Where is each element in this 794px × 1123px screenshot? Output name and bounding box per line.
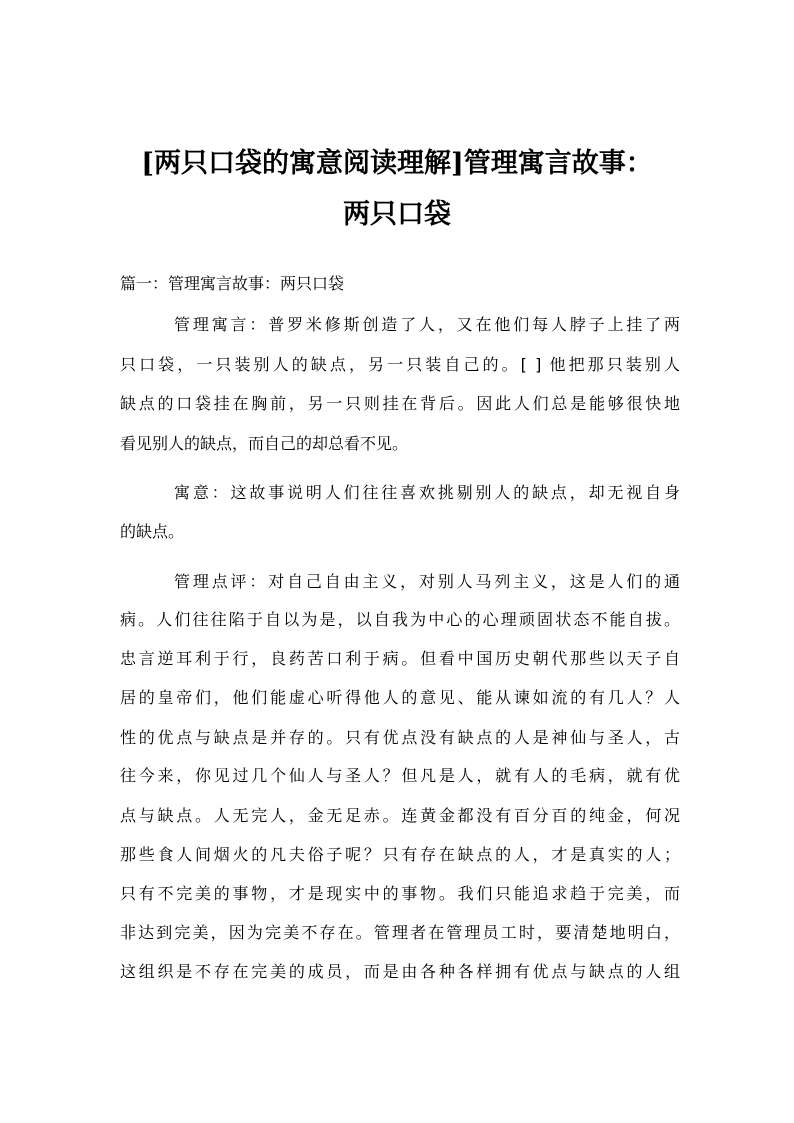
paragraph-commentary-line: 点与缺点。人无完人，金无足赤。连黄金都没有百分百的纯金，何况: [120, 806, 680, 825]
paragraph-commentary-line: 性的优点与缺点是并存的。只有优点没有缺点的人是神仙与圣人，古: [120, 728, 680, 747]
paragraph-commentary-line: 病。人们往往陷于自以为是，以自我为中心的心理顽固状态不能自拔。: [120, 610, 680, 629]
paragraph-moral-line: 寓意：这故事说明人们往往喜欢挑剔别人的缺点，却无视自身: [174, 483, 680, 502]
paragraph-commentary-line: 忠言逆耳利于行，良药苦口利于病。但看中国历史朝代那些以天子自: [120, 649, 680, 668]
paragraph-commentary-line: 管理点评：对自己自由主义，对别人马列主义，这是人们的通: [174, 572, 680, 591]
paragraph-fable-line: 管理寓言：普罗米修斯创造了人，又在他们每人脖子上挂了两: [174, 315, 680, 334]
document-title-line-2: 两只口袋: [343, 199, 451, 230]
paragraph-commentary-line: 非达到完美，因为完美不存在。管理者在管理员工时，要清楚地明白，: [120, 923, 680, 942]
paragraph-commentary-line: 只有不完美的事物，才是现实中的事物。我们只能追求趋于完美，而: [120, 884, 680, 903]
paragraph-fable-line: 看见别人的缺点，而自己的却总看不见。: [120, 434, 409, 453]
paragraph-fable-line: 只口袋，一只装别人的缺点，另一只装自己的。[ ] 他把那只装别人: [120, 355, 680, 374]
paragraph-commentary-line: 这组织是不存在完美的成员，而是由各种各样拥有优点与缺点的人组: [120, 962, 680, 981]
document-title-line-1: [两只口袋的寓意阅读理解]管理寓言故事：: [141, 148, 653, 179]
paragraph-fable-line: 缺点的口袋挂在胸前，另一只则挂在背后。因此人们总是能够很快地: [120, 394, 680, 413]
paragraph-moral-line: 的缺点。: [120, 522, 185, 541]
paragraph-commentary-line: 往今来，你见过几个仙人与圣人？但凡是人，就有人的毛病，就有优: [120, 766, 680, 785]
paragraph-commentary-line: 那些食人间烟火的凡夫俗子呢？只有存在缺点的人，才是真实的人；: [120, 845, 680, 864]
section-heading: 篇一：管理寓言故事：两只口袋: [120, 274, 345, 293]
paragraph-commentary-line: 居的皇帝们，他们能虚心听得他人的意见、能从谏如流的有几人？人: [120, 688, 680, 707]
